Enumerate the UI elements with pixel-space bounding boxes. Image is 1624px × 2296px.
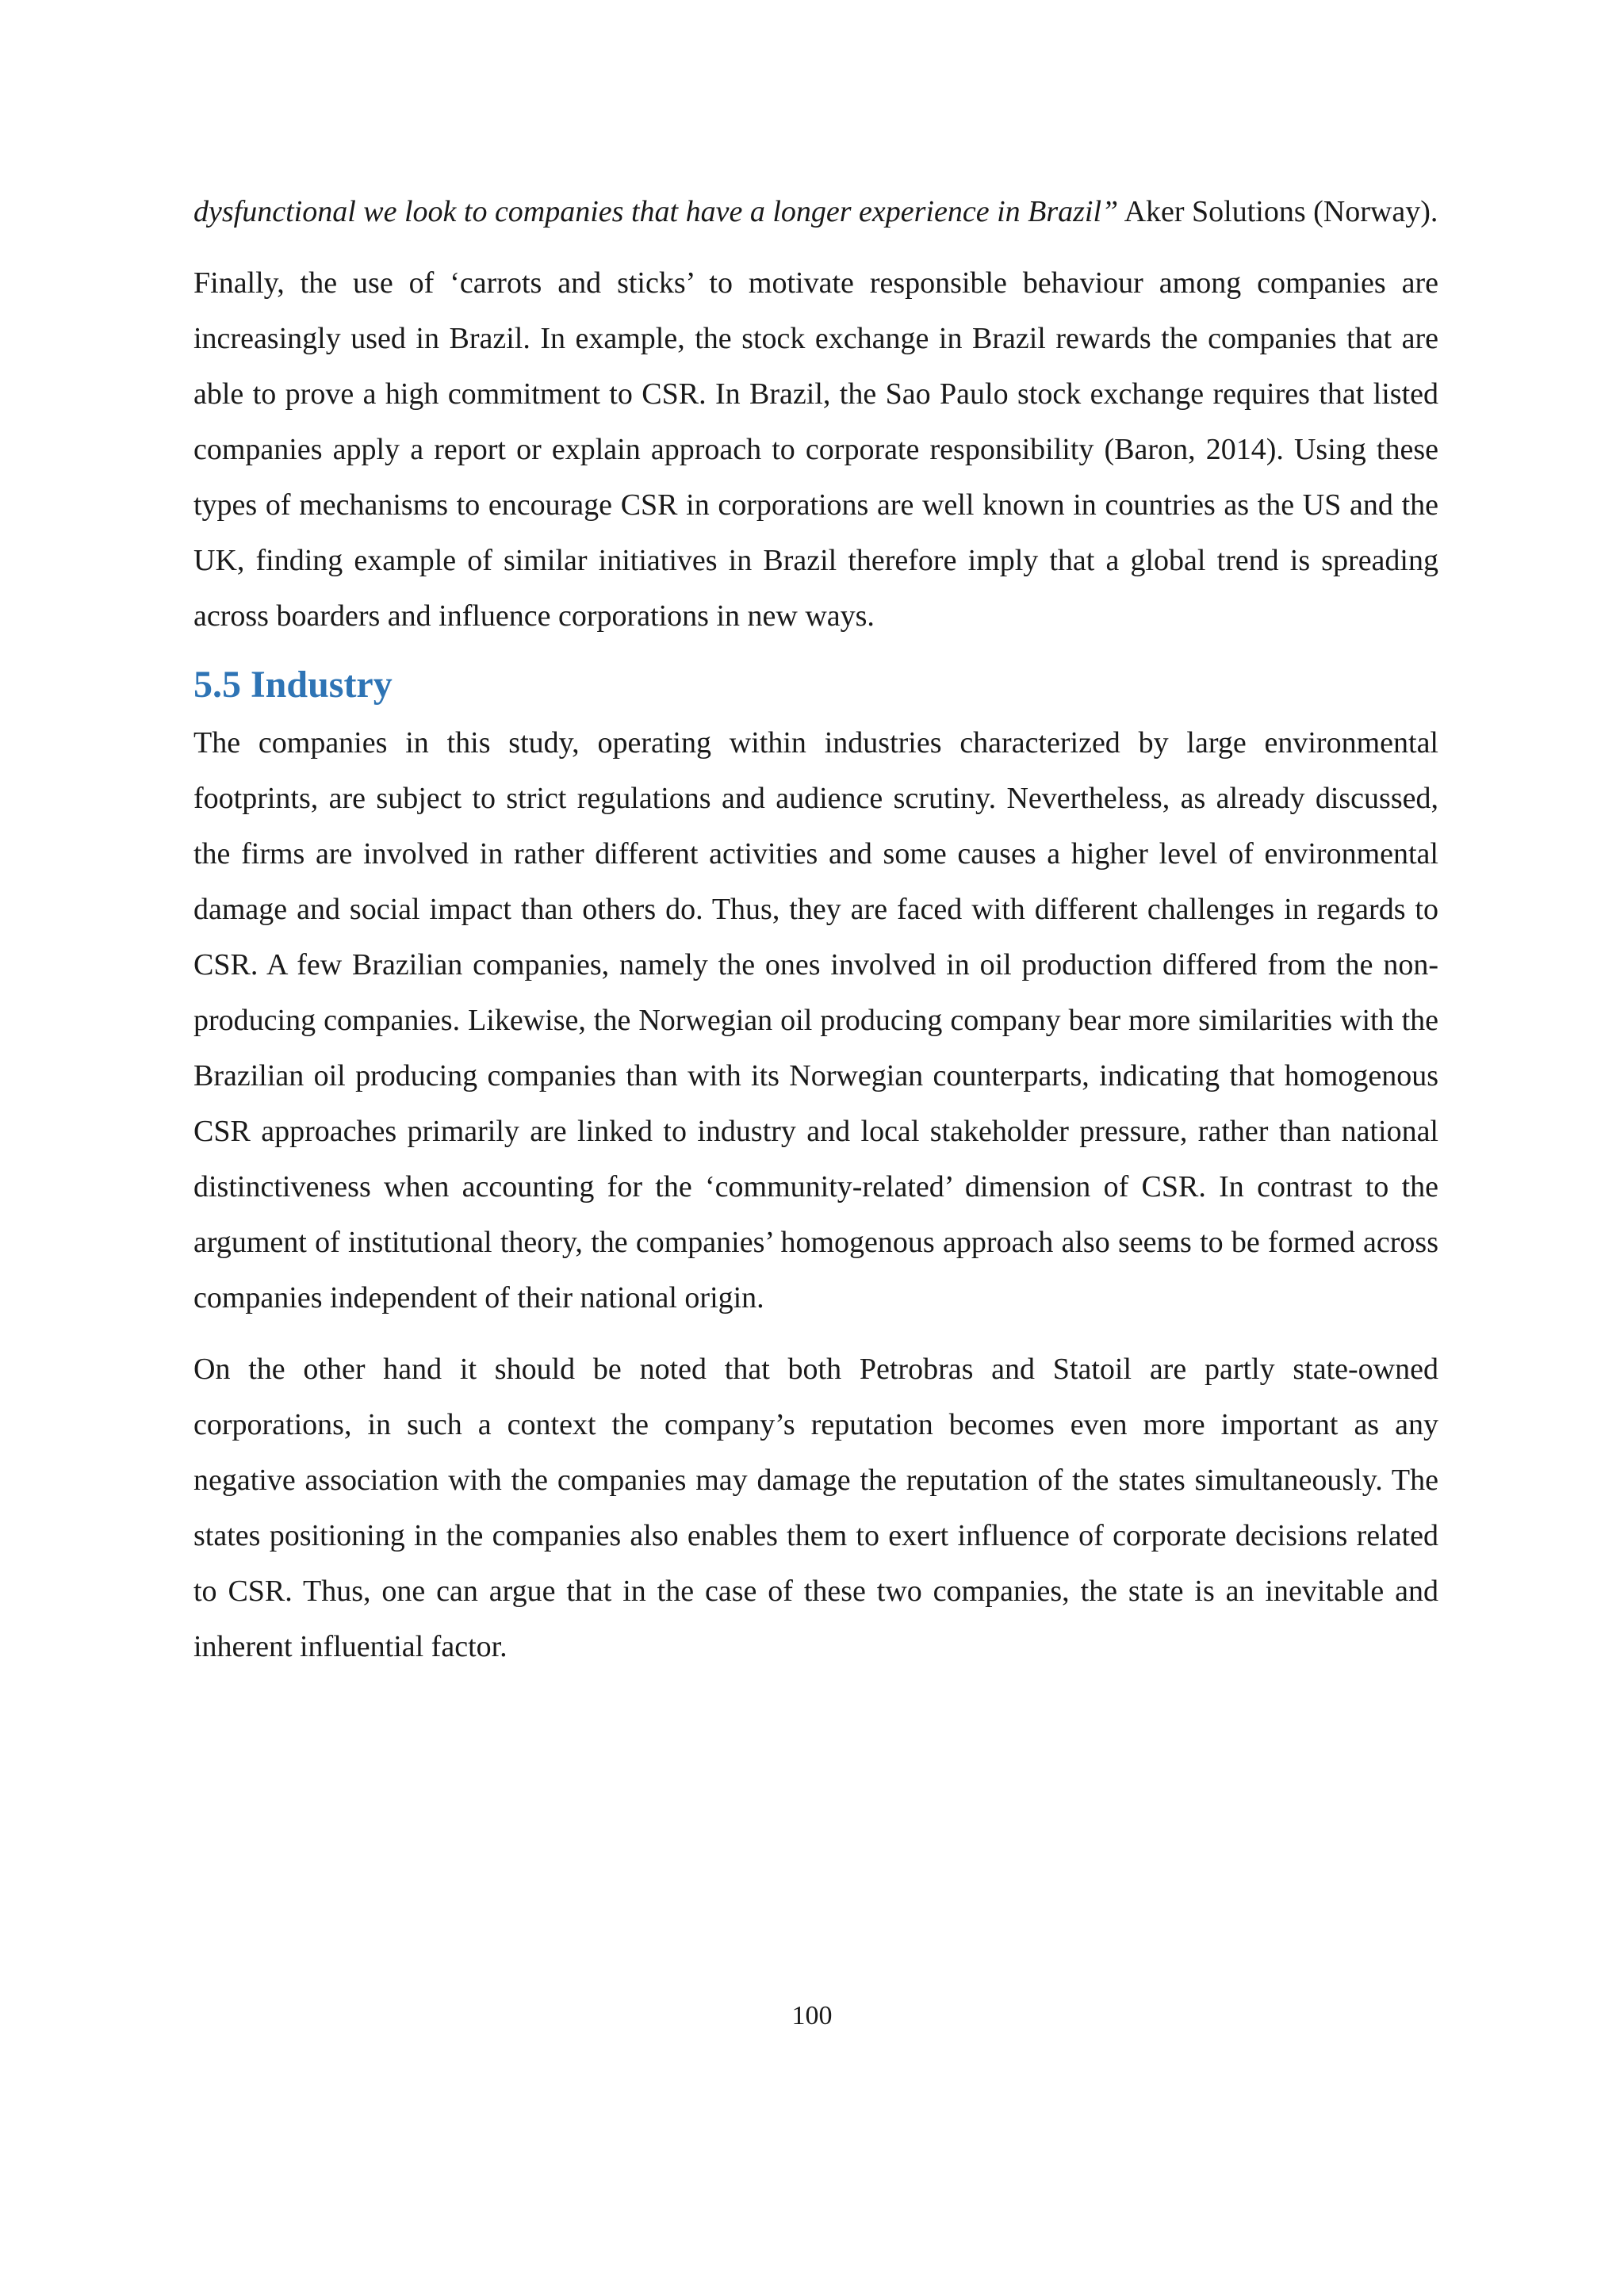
- body-paragraph: Finally, the use of ‘carrots and sticks’ to motivate responsible behaviour among companies are increasingly used in Brazil. In example, the stock exchange in Brazil rewards the companies that are able to prove a high commitment to CSR. In Brazil, the Sao Paulo stock exchange requires that listed companies apply a report or explain approach to corporate responsibility (Baron, 2014). Using these types of mechanisms to encourage CSR in corporations are well known in countries as the US and the UK, finding example of similar initiatives in Brazil therefore imply that a global trend is spreading across boarders and influence corporations in new ways.: [193, 266, 1438, 633]
- interview-quote: dysfunctional we look to companies that have a longer experience in Brazil”: [193, 195, 1119, 228]
- section-heading: 5.5 Industry: [193, 664, 393, 706]
- body-paragraph: On the other hand it should be noted that both Petrobras and Statoil are partly state-owned corporations, in such a context the company’s reputation becomes even more important as any negative association with the companies may damage the reputation of the states simultaneously. The states positioning in the companies also enables them to exert influence of corporate decisions related to CSR. Thus, one can argue that in the case of these two companies, the state is an inevitable and inherent influential factor.: [193, 1353, 1438, 1663]
- quote-attribution: Aker Solutions (Norway).: [1118, 195, 1438, 228]
- page-number: 100: [791, 2001, 833, 2030]
- quote-paragraph: [193, 184, 1438, 239]
- body-paragraph: The companies in this study, operating within industries characterized by large environmental footprints, are subject to strict regulations and audience scrutiny. Nevertheless, as already discussed, the firms are involved in rather different activities and some causes a higher level of environmental damage and social impact than others do. Thus, they are faced with different challenges in regards to CSR. A few Brazilian companies, namely the ones involved in oil production differed from the non-producing companies. Likewise, the Norwegian oil producing company bear more similarities with the Brazilian oil producing companies than with its Norwegian counterparts, indicating that homogenous CSR approaches primarily are linked to industry and local stakeholder pressure, rather than national distinctiveness when accounting for the ‘community-related’ dimension of CSR. In contrast to the argument of institutional theory, the companies’ homogenous approach also seems to be formed across companies independent of their national origin.: [193, 726, 1438, 1314]
- page-body: [193, 184, 1438, 1690]
